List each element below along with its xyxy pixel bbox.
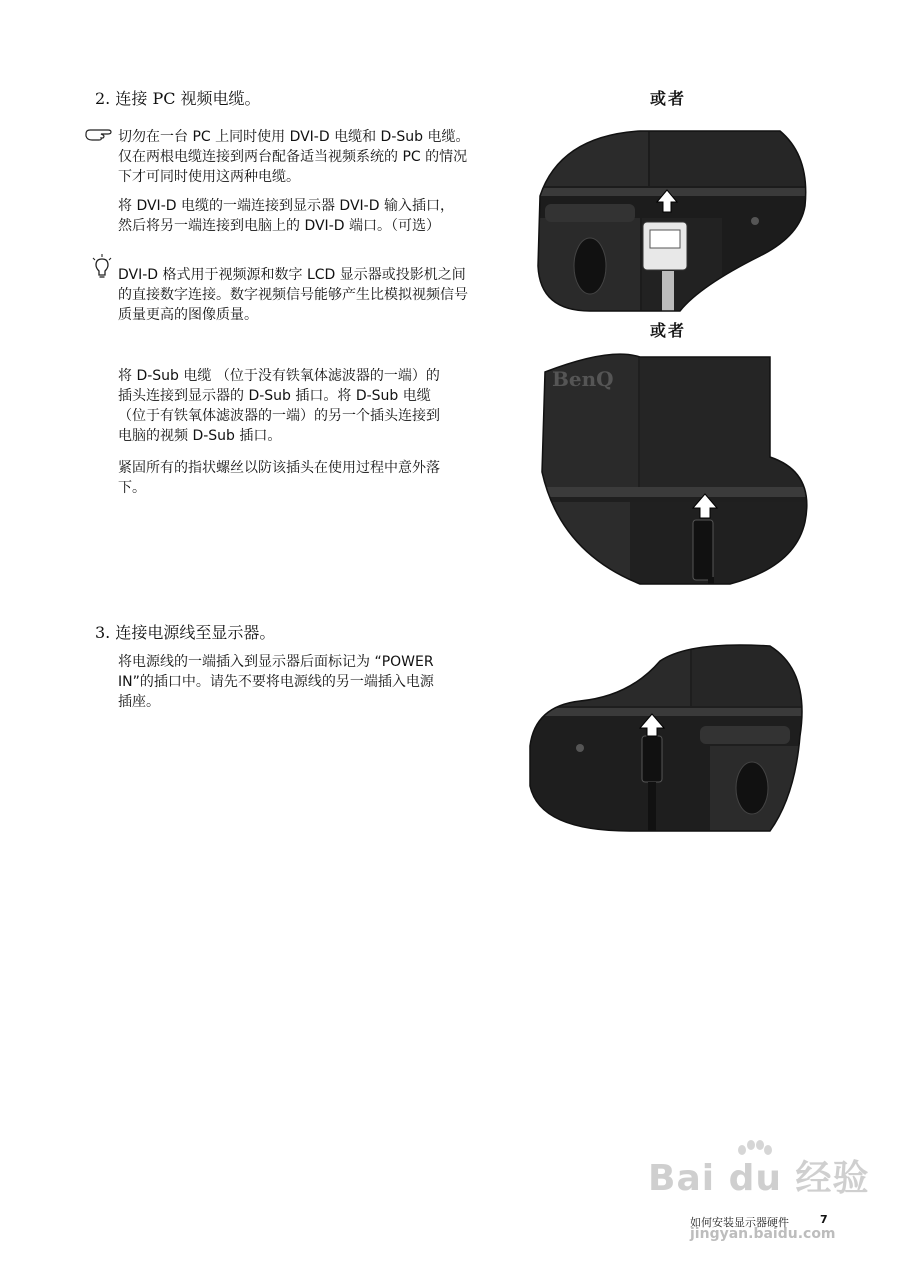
screw-instruction — [118, 458, 518, 498]
page-number: 7 — [820, 1213, 828, 1226]
tip-line: 的直接数字连接。数字视频信号能够产生比模拟视频信号 — [118, 287, 468, 303]
paw-icon — [734, 1140, 774, 1170]
lightbulb-icon — [90, 254, 114, 280]
dvi-instruction — [118, 196, 518, 236]
footer-section: 如何安装显示器硬件 — [690, 1216, 789, 1229]
note-line: 切勿在一台 PC 上同时使用 DVI-D 电缆和 D-Sub 电缆。 — [118, 129, 470, 145]
or-label-top: 或者 — [650, 89, 687, 108]
dsub-line: 将 D-Sub 电缆 （位于没有铁氧体滤波器的一端）的 — [118, 368, 440, 384]
tip-line: 质量更高的图像质量。 — [118, 307, 258, 323]
dvi-connection-illustration — [530, 126, 820, 326]
dvi-line: 然后将另一端连接到电脑上的 DVI-D 端口。（可选） — [118, 218, 440, 234]
dsub-line: 电脑的视频 D-Sub 插口。 — [118, 428, 282, 444]
note-text — [118, 127, 518, 187]
tip-text — [118, 265, 518, 325]
watermark-brand: Bai du 经验 — [648, 1158, 870, 1199]
screw-line: 紧固所有的指状螺丝以防该插头在使用过程中意外落 — [118, 460, 440, 476]
power-connection-illustration — [520, 636, 816, 836]
step2-title: 2. 连接 PC 视频电缆。 — [95, 89, 261, 108]
step3-title: 3. 连接电源线至显示器。 — [95, 623, 276, 642]
dsub-line: 插头连接到显示器的 D-Sub 插口。将 D-Sub 电缆 — [118, 388, 431, 404]
power-line: 插座。 — [118, 694, 160, 710]
note-line: 下才可同时使用这两种电缆。 — [118, 169, 300, 185]
or-label-middle: 或者 — [650, 321, 687, 340]
dsub-connection-illustration — [530, 352, 820, 604]
note-line: 仅在两根电缆连接到两台配备适当视频系统的 PC 的情况 — [118, 149, 468, 165]
power-instruction — [118, 652, 518, 712]
watermark-url: jingyan.baidu.com — [690, 1226, 836, 1242]
tip-line: DVI-D 格式用于视频源和数字 LCD 显示器或投影机之间 — [118, 267, 466, 283]
brand-logo: BenQ — [552, 367, 614, 391]
pointing-hand-icon — [84, 126, 114, 144]
power-line: 将电源线的一端插入到显示器后面标记为 “POWER — [118, 654, 434, 670]
dsub-line: （位于有铁氧体滤波器的一端）的另一个插头连接到 — [118, 408, 440, 424]
dvi-line: 将 DVI-D 电缆的一端连接到显示器 DVI-D 输入插口， — [118, 198, 454, 214]
dsub-instruction — [118, 366, 518, 446]
power-line: IN”的插口中。请先不要将电源线的另一端插入电源 — [118, 674, 434, 690]
screw-line: 下。 — [118, 480, 146, 496]
